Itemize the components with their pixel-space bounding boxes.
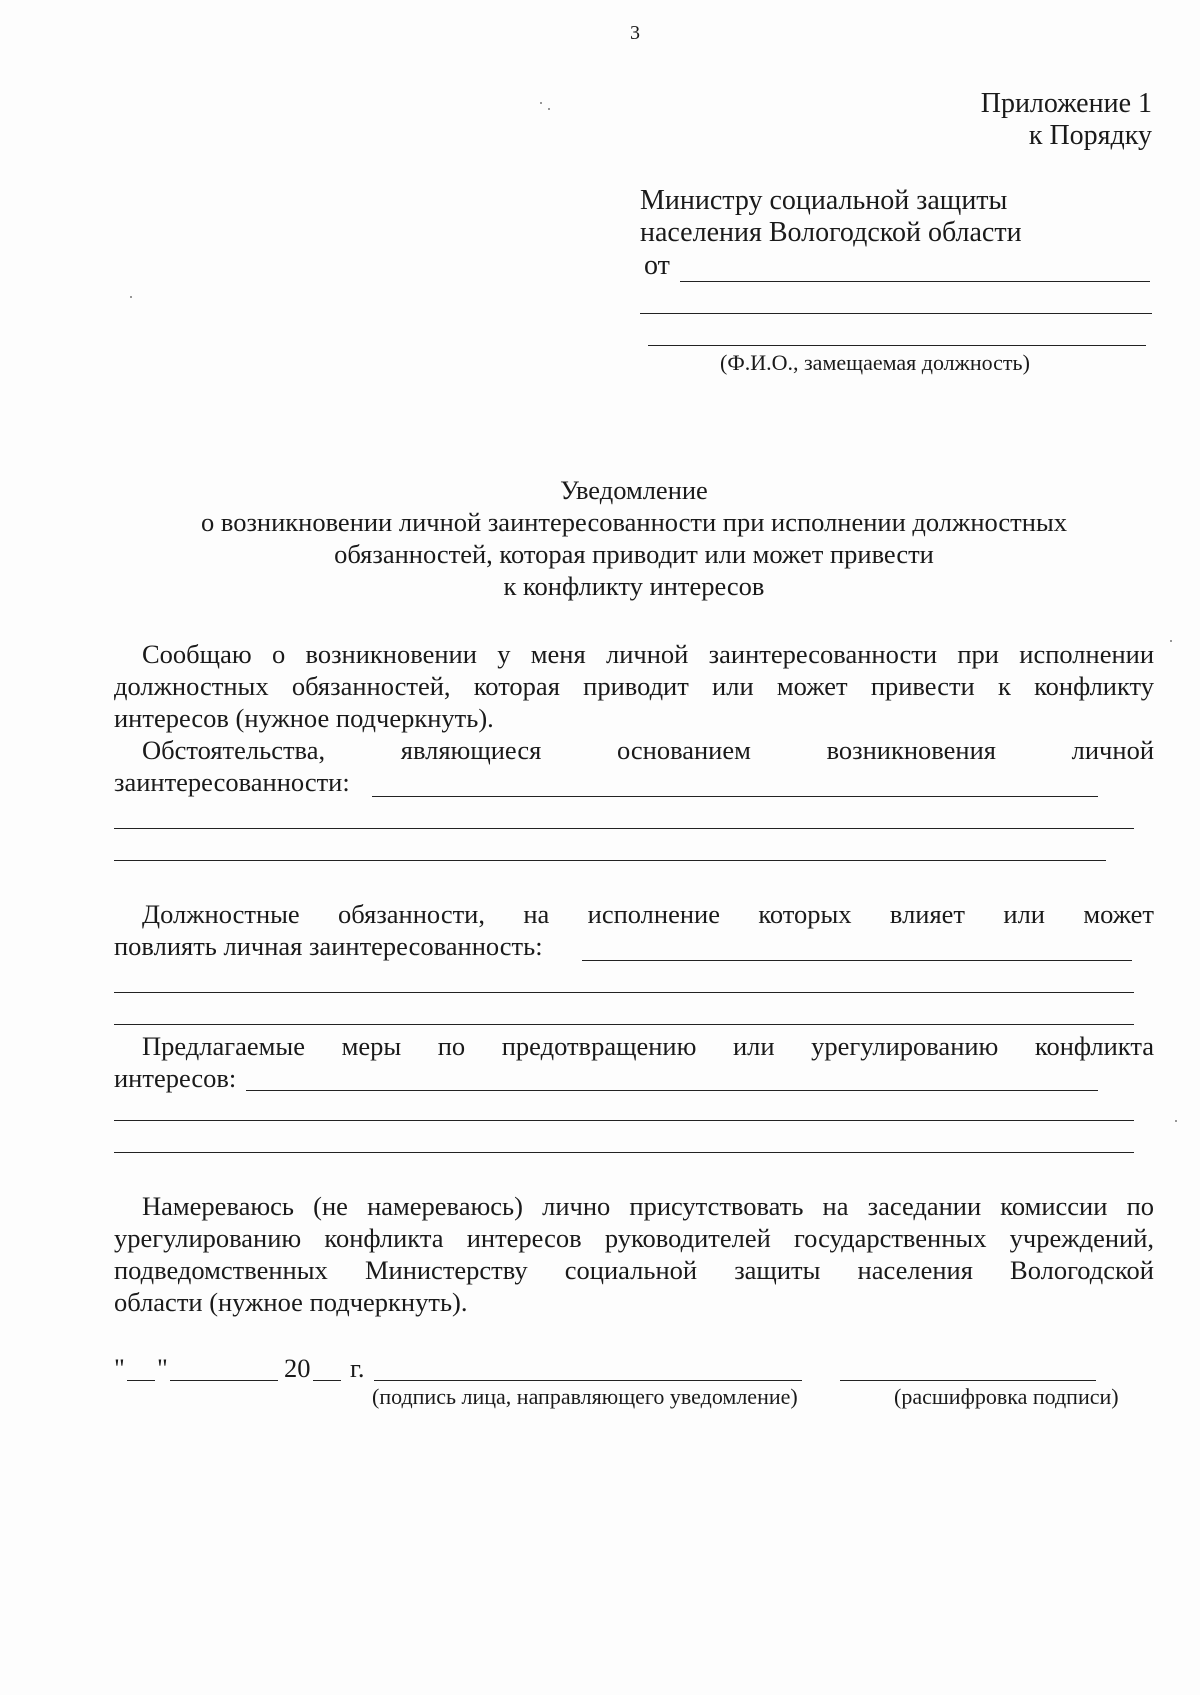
- p5-line-3: подведомственных Министерству социальной защиты населения Вологодской: [114, 1255, 1154, 1285]
- date-year-suffix: г.: [350, 1353, 365, 1383]
- p4-label: интересов:: [114, 1063, 237, 1093]
- p1-line-2: должностных обязанностей, которая приводит или может привести к конфликту: [114, 671, 1154, 701]
- p5-line-2: урегулированию конфликта интересов руководителей государственных учреждений,: [114, 1223, 1154, 1253]
- measures-blank-1[interactable]: [246, 1090, 1098, 1091]
- title-line-4: к конфликту интересов: [503, 571, 765, 601]
- date-open-quote: ": [114, 1353, 125, 1383]
- p5-line-1: Намереваюсь (не намереваюсь) лично присутствовать на заседании комиссии по: [142, 1191, 1154, 1221]
- date-year-blank[interactable]: [313, 1380, 341, 1381]
- title-line-1: Уведомление: [560, 475, 708, 505]
- circumstances-blank-3[interactable]: [114, 860, 1106, 861]
- duties-blank-3[interactable]: [114, 1024, 1134, 1025]
- signature-decoding-caption: (расшифровка подписи): [894, 1384, 1119, 1409]
- scan-speck: [548, 108, 550, 110]
- appendix-line-1: Приложение 1: [980, 88, 1152, 119]
- title-line-2: о возникновении личной заинтересованности при исполнении должностных: [200, 507, 1067, 537]
- p4-line-1: Предлагаемые меры по предотвращению или урегулированию конфликта: [142, 1031, 1154, 1061]
- addressee-line-2: населения Вологодской области: [640, 217, 1022, 248]
- date-close-quote: ": [157, 1353, 168, 1383]
- date-year-prefix: 20: [284, 1353, 311, 1383]
- scan-speck: [540, 102, 542, 104]
- appendix-line-2: к Порядку: [1028, 120, 1152, 151]
- measures-blank-2[interactable]: [114, 1120, 1134, 1121]
- p3-line-1: Должностные обязанности, на исполнение которых влияет или может: [142, 899, 1154, 929]
- measures-blank-3[interactable]: [114, 1152, 1134, 1153]
- from-blank-line-3[interactable]: [648, 345, 1146, 346]
- from-blank-line-2[interactable]: [640, 313, 1152, 314]
- scan-speck: [1170, 640, 1172, 642]
- addressee-caption: (Ф.И.О., замещаемая должность): [720, 350, 1030, 375]
- scan-speck: [1175, 1120, 1177, 1122]
- p5-line-4: области (нужное подчеркнуть).: [114, 1287, 468, 1317]
- signature-decoding-blank[interactable]: [840, 1380, 1096, 1381]
- scan-speck: [130, 296, 132, 298]
- duties-blank-2[interactable]: [114, 992, 1134, 993]
- p2-label: заинтересованности:: [114, 767, 350, 797]
- signature-caption: (подпись лица, направляющего уведомление): [372, 1384, 798, 1409]
- date-month-blank[interactable]: [170, 1380, 278, 1381]
- p1-line-1: Сообщаю о возникновении у меня личной заинтересованности при исполнении: [142, 639, 1154, 669]
- duties-blank-1[interactable]: [582, 960, 1132, 961]
- addressee-line-1: Министру социальной защиты: [640, 185, 1008, 216]
- page-number: 3: [630, 22, 640, 44]
- date-day-blank[interactable]: [127, 1380, 155, 1381]
- circumstances-blank-1[interactable]: [372, 796, 1098, 797]
- p1-line-3: интересов (нужное подчеркнуть).: [114, 703, 494, 733]
- from-label: от: [644, 250, 670, 281]
- signature-blank[interactable]: [374, 1380, 802, 1381]
- title-line-3: обязанностей, которая приводит или может привести: [334, 539, 934, 569]
- circumstances-blank-2[interactable]: [114, 828, 1134, 829]
- p3-label: повлиять личная заинтересованность:: [114, 931, 543, 961]
- from-blank-line[interactable]: [680, 281, 1150, 282]
- p2-line-1: Обстоятельства, являющиеся основанием возникновения личной: [142, 735, 1154, 765]
